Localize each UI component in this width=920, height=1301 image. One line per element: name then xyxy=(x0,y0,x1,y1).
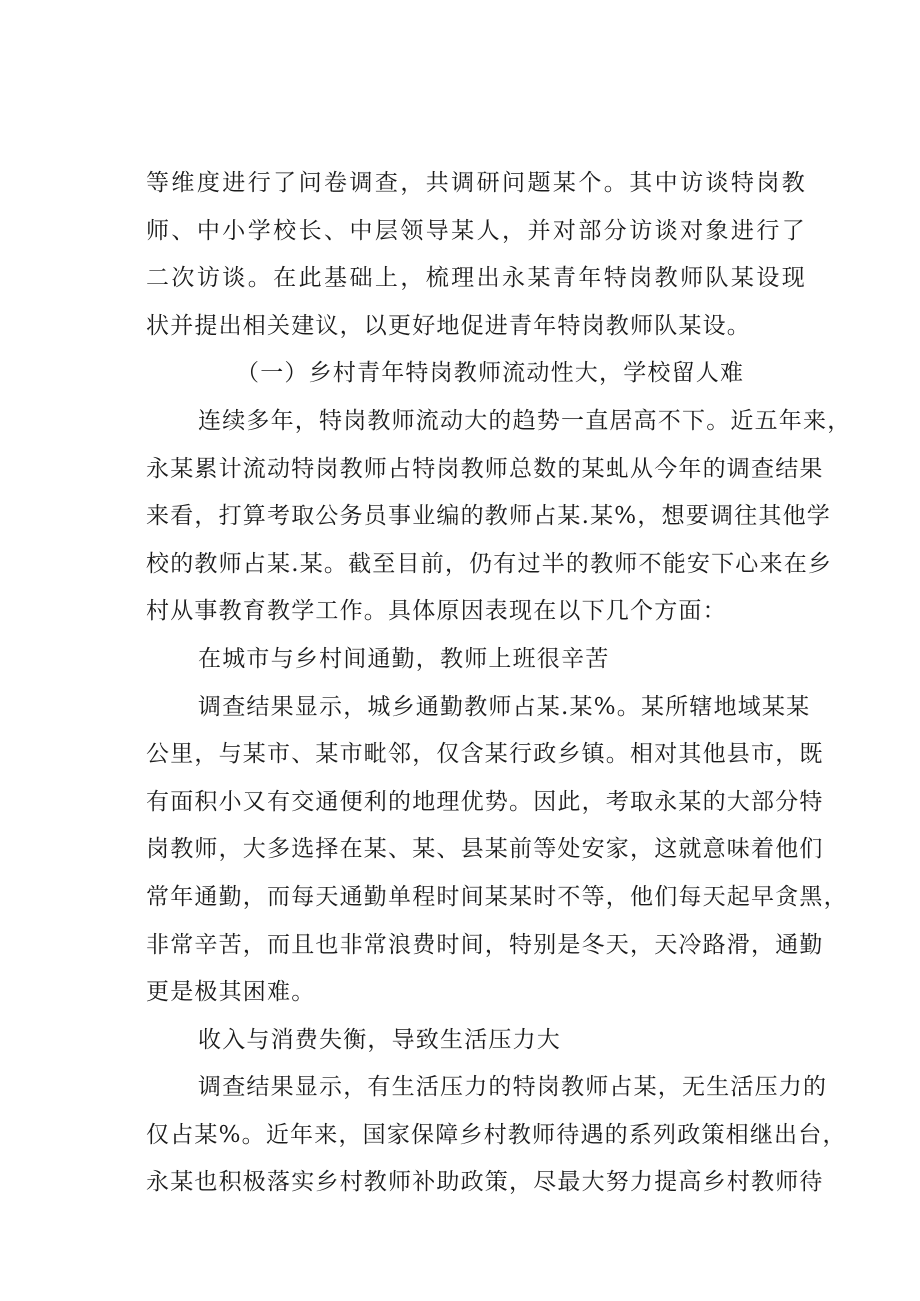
text-line: 更是极其困难。 xyxy=(146,979,316,1006)
text-line: 来看，打算考取公务员事业编的教师占某.某%，想要调往其他学 xyxy=(146,503,831,530)
text-line: 岗教师，大多选择在某、某、县某前等处安家，这就意味着他们 xyxy=(146,836,824,863)
text-line: 二次访谈。在此基础上，梳理出永某青年特岗教师队某设现 xyxy=(146,265,806,292)
text-line: 连续多年，特岗教师流动大的趋势一直居高不下。近五年来， xyxy=(198,407,852,434)
text-line: 调查结果显示，有生活压力的特岗教师占某，无生活压力的 xyxy=(198,1074,828,1101)
text-line: 调查结果显示，城乡通勤教师占某.某%。某所辖地域某某 xyxy=(198,693,811,720)
text-line: 村从事教育教学工作。具体原因表现在以下几个方面： xyxy=(146,598,727,625)
text-line: 状并提出相关建议，以更好地促进青年特岗教师队某设。 xyxy=(146,312,751,339)
text-line: 仅占某%。近年来，国家保障乡村教师待遇的系列政策相继出台， xyxy=(146,1121,847,1148)
text-line: 常年通勤，而每天通勤单程时间某某时不等，他们每天起早贪黑， xyxy=(146,883,848,910)
text-line: 有面积小又有交通便利的地理优势。因此，考取永某的大部分特 xyxy=(146,788,824,815)
section-heading: （一）乡村青年特岗教师流动性大，学校留人难 xyxy=(236,360,745,387)
body-text xyxy=(146,160,852,1207)
text-line: 师、中小学校长、中层领导某人，并对部分访谈对象进行了 xyxy=(146,217,806,244)
subheading: 在城市与乡村间通勤，教师上班很辛苦 xyxy=(198,645,610,672)
subheading: 收入与消费失衡，导致生活压力大 xyxy=(198,1026,561,1053)
text-line: 公里，与某市、某市毗邻，仅含某行政乡镇。相对其他县市，既 xyxy=(146,741,824,768)
text-line: 永某也积极落实乡村教师补助政策，尽最大努力提高乡村教师待 xyxy=(146,1169,824,1196)
text-line: 非常辛苦，而且也非常浪费时间，特别是冬天，天冷路滑，通勤 xyxy=(146,931,824,958)
text-line: 等维度进行了问卷调查，共调研问题某个。其中访谈特岗教 xyxy=(146,170,806,196)
text-line: 永某累计流动特岗教师占特岗教师总数的某虬从今年的调查结果 xyxy=(146,455,824,482)
text-line: 校的教师占某.某。截至目前，仍有过半的教师不能安下心来在乡 xyxy=(146,550,833,577)
